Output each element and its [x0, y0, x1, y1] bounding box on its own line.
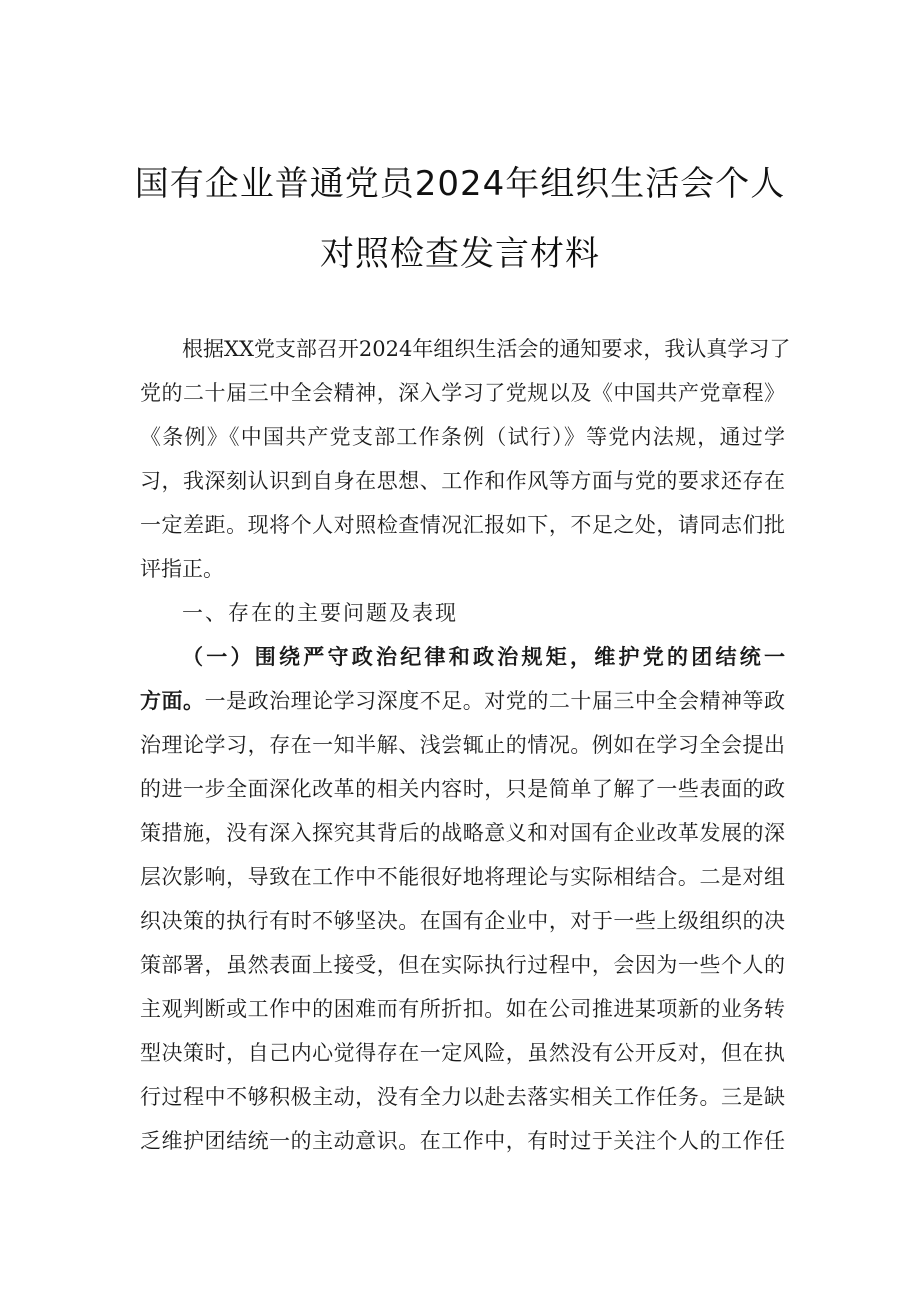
paragraph-line [140, 686, 785, 716]
paragraph-line: 《条例》《中国共产党支部工作条例（试行）》等党内法规，通过学 [140, 425, 785, 449]
paragraph-line-text: 一是政治理论学习深度不足。对党的二十届三中全会精神等政 [204, 689, 786, 713]
document-title-line-2: 对照检查发言材料 [320, 234, 600, 274]
paragraph-line: 型决策时，自己内心觉得存在一定风险，虽然没有公开反对，但在执 [140, 1041, 785, 1065]
paragraph-line: 一定差距。现将个人对照检查情况汇报如下，不足之处，请同志们批 [140, 513, 785, 537]
subsection-heading-end: 方面。 [140, 688, 205, 713]
document-title-line-1: 国有企业普通党员2024年组织生活会个人 [134, 164, 786, 204]
paragraph-line: 治理论学习，存在一知半解、浅尝辄止的情况。例如在学习全会提出 [140, 733, 785, 757]
paragraph-line: 乏维护团结统一的主动意识。在工作中，有时过于关注个人的工作任 [140, 1129, 785, 1153]
paragraph-line: 党的二十届三中全会精神，深入学习了党规以及《中国共产党章程》 [140, 381, 785, 405]
paragraph-line: 的进一步全面深化改革的相关内容时，只是简单了解了一些表面的政 [140, 777, 785, 801]
paragraph-line: 主观判断或工作中的困难而有所折扣。如在公司推进某项新的业务转 [140, 997, 785, 1021]
section-heading: 一、存在的主要问题及表现 [182, 601, 458, 625]
paragraph-line: 策措施，没有深入探究其背后的战略意义和对国有企业改革发展的深 [140, 821, 785, 845]
paragraph-line: 根据XX党支部召开2024年组织生活会的通知要求，我认真学习了 [182, 337, 791, 361]
paragraph-line: 习，我深刻认识到自身在思想、工作和作风等方面与党的要求还存在 [140, 469, 785, 493]
paragraph-line: 策部署，虽然表面上接受，但在实际执行过程中，会因为一些个人的 [140, 953, 785, 977]
paragraph-line: 织决策的执行有时不够坚决。在国有企业中，对于一些上级组织的决 [140, 909, 785, 933]
paragraph-line: 层次影响，导致在工作中不能很好地将理论与实际相结合。二是对组 [140, 865, 785, 889]
subsection-heading: （一）围绕严守政治纪律和政治规矩，维护党的团结统一 [182, 644, 785, 669]
paragraph-line: 行过程中不够积极主动，没有全力以赴去落实相关工作任务。三是缺 [140, 1085, 785, 1109]
paragraph-line: 评指正。 [140, 557, 224, 581]
